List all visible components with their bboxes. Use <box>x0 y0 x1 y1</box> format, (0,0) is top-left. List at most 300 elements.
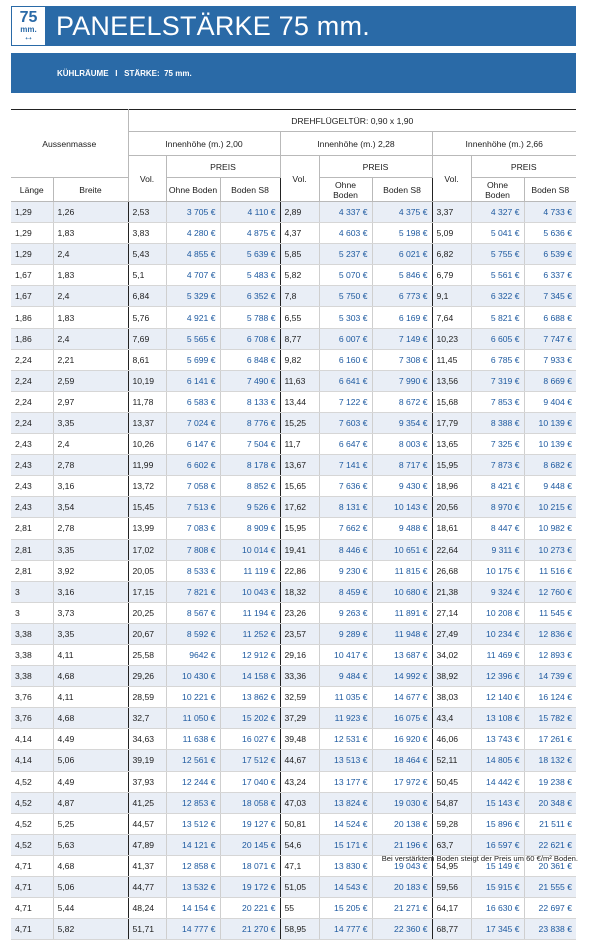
value-cell: 2,43 <box>11 476 53 497</box>
price-cell: 4 921 € <box>166 307 220 328</box>
price-cell: 12 912 € <box>220 644 280 665</box>
value-cell: 13,67 <box>280 455 319 476</box>
price-cell: 6 337 € <box>524 265 576 286</box>
table-row <box>11 560 576 581</box>
price-cell: 10 014 € <box>220 539 280 560</box>
preis-header: PREIS <box>471 156 576 178</box>
value-cell: 6,84 <box>128 286 166 307</box>
price-cell: 13 687 € <box>372 644 432 665</box>
price-cell: 6 605 € <box>471 328 524 349</box>
table-row <box>11 434 576 455</box>
price-cell: 7 504 € <box>220 434 280 455</box>
price-cell: 16 920 € <box>372 729 432 750</box>
value-cell: 2,97 <box>53 391 128 412</box>
value-cell: 2,81 <box>11 560 53 581</box>
preis-header: PREIS <box>166 156 280 178</box>
price-cell: 10 273 € <box>524 539 576 560</box>
price-cell: 12 396 € <box>471 666 524 687</box>
price-cell: 5 329 € <box>166 286 220 307</box>
table-row <box>11 518 576 539</box>
price-cell: 15 171 € <box>319 834 372 855</box>
price-cell: 10 215 € <box>524 497 576 518</box>
page-title: PANEELSTÄRKE 75 mm. <box>56 10 370 41</box>
price-cell: 14 805 € <box>471 750 524 771</box>
price-cell: 9 526 € <box>220 497 280 518</box>
price-cell: 9 354 € <box>372 412 432 433</box>
price-cell: 10 680 € <box>372 581 432 602</box>
footnote: Bei verstärktem Boden steigt der Preis um 60 €/m² Boden. <box>381 854 578 863</box>
value-cell: 51,71 <box>128 919 166 940</box>
value-cell: 4,14 <box>11 729 53 750</box>
price-cell: 19 030 € <box>372 792 432 813</box>
value-cell: 2,24 <box>11 349 53 370</box>
value-cell: 15,95 <box>432 455 471 476</box>
value-cell: 13,99 <box>128 518 166 539</box>
price-cell: 12 858 € <box>166 855 220 876</box>
price-cell: 4 337 € <box>319 202 372 223</box>
price-cell: 7 853 € <box>471 391 524 412</box>
price-cell: 12 244 € <box>166 771 220 792</box>
value-cell: 68,77 <box>432 919 471 940</box>
price-cell: 10 175 € <box>471 560 524 581</box>
price-cell: 12 760 € <box>524 581 576 602</box>
price-cell: 14 677 € <box>372 687 432 708</box>
price-cell: 13 108 € <box>471 708 524 729</box>
price-cell: 8 567 € <box>166 602 220 623</box>
value-cell: 4,52 <box>11 792 53 813</box>
value-cell: 4,49 <box>53 771 128 792</box>
price-cell: 22 697 € <box>524 898 576 919</box>
ohne-boden-header: Ohne Boden <box>471 178 524 202</box>
table-row <box>11 370 576 391</box>
table-row <box>11 391 576 412</box>
value-cell: 2,59 <box>53 370 128 391</box>
value-cell: 3,38 <box>11 644 53 665</box>
value-cell: 32,7 <box>128 708 166 729</box>
price-cell: 7 149 € <box>372 328 432 349</box>
price-cell: 19 127 € <box>220 813 280 834</box>
value-cell: 3 <box>11 602 53 623</box>
price-cell: 10 043 € <box>220 581 280 602</box>
value-cell: 5,44 <box>53 898 128 919</box>
value-cell: 5,85 <box>280 244 319 265</box>
price-cell: 4 375 € <box>372 202 432 223</box>
price-cell: 10 417 € <box>319 644 372 665</box>
price-cell: 12 853 € <box>166 792 220 813</box>
price-cell: 16 027 € <box>220 729 280 750</box>
value-cell: 15,25 <box>280 412 319 433</box>
vol-header: Vol. <box>280 156 319 202</box>
value-cell: 26,68 <box>432 560 471 581</box>
price-cell: 18 132 € <box>524 750 576 771</box>
value-cell: 11,7 <box>280 434 319 455</box>
price-cell: 11 516 € <box>524 560 576 581</box>
value-cell: 27,49 <box>432 623 471 644</box>
value-cell: 41,37 <box>128 855 166 876</box>
price-cell: 10 221 € <box>166 687 220 708</box>
price-cell: 23 838 € <box>524 919 576 940</box>
price-cell: 10 651 € <box>372 539 432 560</box>
value-cell: 47,03 <box>280 792 319 813</box>
price-cell: 6 160 € <box>319 349 372 370</box>
value-cell: 17,15 <box>128 581 166 602</box>
price-cell: 4 603 € <box>319 223 372 244</box>
value-cell: 4,14 <box>11 750 53 771</box>
value-cell: 17,02 <box>128 539 166 560</box>
value-cell: 5,09 <box>432 223 471 244</box>
price-cell: 6 352 € <box>220 286 280 307</box>
price-cell: 4 280 € <box>166 223 220 244</box>
price-cell: 10 982 € <box>524 518 576 539</box>
value-cell: 1,86 <box>11 328 53 349</box>
breite-header: Breite <box>53 178 128 202</box>
price-cell: 8 852 € <box>220 476 280 497</box>
value-cell: 54,6 <box>280 834 319 855</box>
price-cell: 20 221 € <box>220 898 280 919</box>
value-cell: 2,89 <box>280 202 319 223</box>
value-cell: 13,37 <box>128 412 166 433</box>
value-cell: 13,72 <box>128 476 166 497</box>
value-cell: 4,87 <box>53 792 128 813</box>
title-bar <box>11 6 576 46</box>
value-cell: 4,71 <box>11 877 53 898</box>
table-row <box>11 750 576 771</box>
value-cell: 54,87 <box>432 792 471 813</box>
value-cell: 1,67 <box>11 286 53 307</box>
value-cell: 5,06 <box>53 877 128 898</box>
value-cell: 2,24 <box>11 391 53 412</box>
price-cell: 20 138 € <box>372 813 432 834</box>
value-cell: 27,14 <box>432 602 471 623</box>
price-cell: 17 345 € <box>471 919 524 940</box>
value-cell: 3,76 <box>11 708 53 729</box>
price-cell: 8 909 € <box>220 518 280 539</box>
price-cell: 7 083 € <box>166 518 220 539</box>
value-cell: 3,38 <box>11 623 53 644</box>
value-cell: 38,92 <box>432 666 471 687</box>
price-cell: 14 154 € <box>166 898 220 919</box>
price-cell: 7 808 € <box>166 539 220 560</box>
price-cell: 6 641 € <box>319 370 372 391</box>
price-cell: 16 075 € <box>372 708 432 729</box>
price-cell: 5 565 € <box>166 328 220 349</box>
value-cell: 4,71 <box>11 898 53 919</box>
price-cell: 8 447 € <box>471 518 524 539</box>
value-cell: 3,76 <box>11 687 53 708</box>
price-cell: 8 131 € <box>319 497 372 518</box>
value-cell: 3,16 <box>53 476 128 497</box>
value-cell: 4,68 <box>53 855 128 876</box>
value-cell: 2,78 <box>53 455 128 476</box>
value-cell: 32,59 <box>280 687 319 708</box>
price-cell: 8 388 € <box>471 412 524 433</box>
value-cell: 7,64 <box>432 307 471 328</box>
subtitle-bar <box>11 53 576 93</box>
price-cell: 9 488 € <box>372 518 432 539</box>
value-cell: 5,25 <box>53 813 128 834</box>
value-cell: 1,86 <box>11 307 53 328</box>
value-cell: 7,8 <box>280 286 319 307</box>
price-cell: 8 178 € <box>220 455 280 476</box>
price-cell: 5 636 € <box>524 223 576 244</box>
value-cell: 23,57 <box>280 623 319 644</box>
price-cell: 4 875 € <box>220 223 280 244</box>
price-cell: 13 513 € <box>319 750 372 771</box>
price-cell: 8 421 € <box>471 476 524 497</box>
value-cell: 58,95 <box>280 919 319 940</box>
price-cell: 12 531 € <box>319 729 372 750</box>
price-cell: 6 647 € <box>319 434 372 455</box>
value-cell: 13,65 <box>432 434 471 455</box>
table-row <box>11 834 576 855</box>
price-cell: 8 533 € <box>166 560 220 581</box>
value-cell: 1,83 <box>53 223 128 244</box>
price-cell: 14 158 € <box>220 666 280 687</box>
price-cell: 7 490 € <box>220 370 280 391</box>
value-cell: 3,54 <box>53 497 128 518</box>
value-cell: 18,61 <box>432 518 471 539</box>
value-cell: 18,32 <box>280 581 319 602</box>
table-row <box>11 244 576 265</box>
value-cell: 5,82 <box>53 919 128 940</box>
price-cell: 5 070 € <box>319 265 372 286</box>
value-cell: 1,29 <box>11 244 53 265</box>
table-row <box>11 476 576 497</box>
value-cell: 9,1 <box>432 286 471 307</box>
price-cell: 7 122 € <box>319 391 372 412</box>
value-cell: 28,59 <box>128 687 166 708</box>
value-cell: 4,11 <box>53 644 128 665</box>
price-cell: 14 992 € <box>372 666 432 687</box>
price-cell: 6 021 € <box>372 244 432 265</box>
value-cell: 34,02 <box>432 644 471 665</box>
price-cell: 12 140 € <box>471 687 524 708</box>
value-cell: 3,38 <box>11 666 53 687</box>
value-cell: 50,45 <box>432 771 471 792</box>
value-cell: 13,56 <box>432 370 471 391</box>
price-cell: 11 194 € <box>220 602 280 623</box>
value-cell: 2,78 <box>53 518 128 539</box>
price-cell: 6 785 € <box>471 349 524 370</box>
table-row <box>11 307 576 328</box>
price-cell: 11 035 € <box>319 687 372 708</box>
price-cell: 7 308 € <box>372 349 432 370</box>
price-cell: 6 583 € <box>166 391 220 412</box>
value-cell: 33,36 <box>280 666 319 687</box>
value-cell: 13,44 <box>280 391 319 412</box>
price-cell: 15 143 € <box>471 792 524 813</box>
price-cell: 5 755 € <box>471 244 524 265</box>
price-cell: 16 597 € <box>471 834 524 855</box>
value-cell: 5,1 <box>128 265 166 286</box>
price-cell: 12 836 € <box>524 623 576 644</box>
value-cell: 2,81 <box>11 518 53 539</box>
height-header-1: Innenhöhe (m.) 2,00 <box>128 132 280 156</box>
price-cell: 8 669 € <box>524 370 576 391</box>
value-cell: 59,28 <box>432 813 471 834</box>
value-cell: 44,67 <box>280 750 319 771</box>
table-row <box>11 813 576 834</box>
value-cell: 1,29 <box>11 202 53 223</box>
price-cell: 13 830 € <box>319 855 372 876</box>
price-cell: 13 824 € <box>319 792 372 813</box>
ohne-boden-header: Ohne Boden <box>319 178 372 202</box>
value-cell: 2,4 <box>53 328 128 349</box>
table-row <box>11 202 576 223</box>
price-cell: 11 545 € <box>524 602 576 623</box>
price-cell: 6 602 € <box>166 455 220 476</box>
value-cell: 18,96 <box>432 476 471 497</box>
laenge-header: Länge <box>11 178 53 202</box>
price-cell: 17 972 € <box>372 771 432 792</box>
value-cell: 17,62 <box>280 497 319 518</box>
price-cell: 18 071 € <box>220 855 280 876</box>
price-cell: 8 003 € <box>372 434 432 455</box>
price-cell: 5 639 € <box>220 244 280 265</box>
value-cell: 1,26 <box>53 202 128 223</box>
value-cell: 39,48 <box>280 729 319 750</box>
boden-s8-header: Boden S8 <box>220 178 280 202</box>
table-row <box>11 349 576 370</box>
value-cell: 55 <box>280 898 319 919</box>
price-cell: 6 141 € <box>166 370 220 391</box>
preis-header: PREIS <box>319 156 432 178</box>
value-cell: 23,26 <box>280 602 319 623</box>
value-cell: 5,43 <box>128 244 166 265</box>
price-cell: 16 124 € <box>524 687 576 708</box>
value-cell: 48,24 <box>128 898 166 919</box>
price-cell: 10 143 € <box>372 497 432 518</box>
table-row <box>11 223 576 244</box>
price-cell: 6 169 € <box>372 307 432 328</box>
table-row <box>11 623 576 644</box>
price-cell: 7 603 € <box>319 412 372 433</box>
table-row <box>11 497 576 518</box>
value-cell: 2,24 <box>11 370 53 391</box>
value-cell: 5,06 <box>53 750 128 771</box>
table-row <box>11 729 576 750</box>
vol-header: Vol. <box>432 156 471 202</box>
price-cell: 6 007 € <box>319 328 372 349</box>
table-body <box>11 202 576 940</box>
value-cell: 43,24 <box>280 771 319 792</box>
height-header-3: Innenhöhe (m.) 2,66 <box>432 132 576 156</box>
value-cell: 4,71 <box>11 855 53 876</box>
price-cell: 14 739 € <box>524 666 576 687</box>
value-cell: 2,4 <box>53 244 128 265</box>
value-cell: 3,73 <box>53 602 128 623</box>
table-row <box>11 265 576 286</box>
value-cell: 47,1 <box>280 855 319 876</box>
value-cell: 3,92 <box>53 560 128 581</box>
price-cell: 14 543 € <box>319 877 372 898</box>
value-cell: 63,7 <box>432 834 471 855</box>
price-cell: 10 430 € <box>166 666 220 687</box>
value-cell: 3,37 <box>432 202 471 223</box>
price-cell: 11 119 € <box>220 560 280 581</box>
price-cell: 21 196 € <box>372 834 432 855</box>
value-cell: 59,56 <box>432 877 471 898</box>
value-cell: 64,17 <box>432 898 471 919</box>
price-cell: 10 139 € <box>524 412 576 433</box>
price-cell: 18 058 € <box>220 792 280 813</box>
price-cell: 7 345 € <box>524 286 576 307</box>
price-cell: 15 915 € <box>471 877 524 898</box>
price-cell: 16 630 € <box>471 898 524 919</box>
price-cell: 5 483 € <box>220 265 280 286</box>
value-cell: 1,83 <box>53 265 128 286</box>
price-cell: 12 893 € <box>524 644 576 665</box>
table-row <box>11 328 576 349</box>
badge-value: 75 <box>19 9 38 26</box>
value-cell: 2,43 <box>11 455 53 476</box>
value-cell: 20,56 <box>432 497 471 518</box>
price-cell: 5 750 € <box>319 286 372 307</box>
value-cell: 1,29 <box>11 223 53 244</box>
value-cell: 3 <box>11 581 53 602</box>
price-cell: 5 788 € <box>220 307 280 328</box>
value-cell: 22,86 <box>280 560 319 581</box>
price-cell: 9 448 € <box>524 476 576 497</box>
price-cell: 13 862 € <box>220 687 280 708</box>
value-cell: 8,77 <box>280 328 319 349</box>
table-row <box>11 877 576 898</box>
value-cell: 4,71 <box>11 919 53 940</box>
price-cell: 7 747 € <box>524 328 576 349</box>
price-cell: 15 896 € <box>471 813 524 834</box>
price-cell: 7 873 € <box>471 455 524 476</box>
price-cell: 6 539 € <box>524 244 576 265</box>
price-cell: 21 270 € <box>220 919 280 940</box>
value-cell: 4,52 <box>11 834 53 855</box>
price-cell: 4 110 € <box>220 202 280 223</box>
value-cell: 9,82 <box>280 349 319 370</box>
price-cell: 9 230 € <box>319 560 372 581</box>
price-cell: 13 177 € <box>319 771 372 792</box>
value-cell: 6,82 <box>432 244 471 265</box>
price-cell: 5 821 € <box>471 307 524 328</box>
price-cell: 11 252 € <box>220 623 280 644</box>
value-cell: 5,82 <box>280 265 319 286</box>
value-cell: 15,65 <box>280 476 319 497</box>
table-row <box>11 581 576 602</box>
value-cell: 3,35 <box>53 412 128 433</box>
price-cell: 13 512 € <box>166 813 220 834</box>
price-cell: 7 636 € <box>319 476 372 497</box>
table-row <box>11 602 576 623</box>
value-cell: 4,11 <box>53 687 128 708</box>
price-cell: 7 662 € <box>319 518 372 539</box>
price-cell: 11 891 € <box>372 602 432 623</box>
table-row <box>11 412 576 433</box>
value-cell: 6,55 <box>280 307 319 328</box>
table-row <box>11 919 576 940</box>
value-cell: 10,26 <box>128 434 166 455</box>
table-row <box>11 687 576 708</box>
value-cell: 4,52 <box>11 771 53 792</box>
price-cell: 5 303 € <box>319 307 372 328</box>
value-cell: 20,05 <box>128 560 166 581</box>
value-cell: 2,4 <box>53 434 128 455</box>
price-cell: 19 172 € <box>220 877 280 898</box>
price-cell: 6 147 € <box>166 434 220 455</box>
value-cell: 39,19 <box>128 750 166 771</box>
price-cell: 11 469 € <box>471 644 524 665</box>
price-cell: 20 348 € <box>524 792 576 813</box>
table-row <box>11 708 576 729</box>
price-cell: 21 511 € <box>524 813 576 834</box>
price-cell: 6 708 € <box>220 328 280 349</box>
